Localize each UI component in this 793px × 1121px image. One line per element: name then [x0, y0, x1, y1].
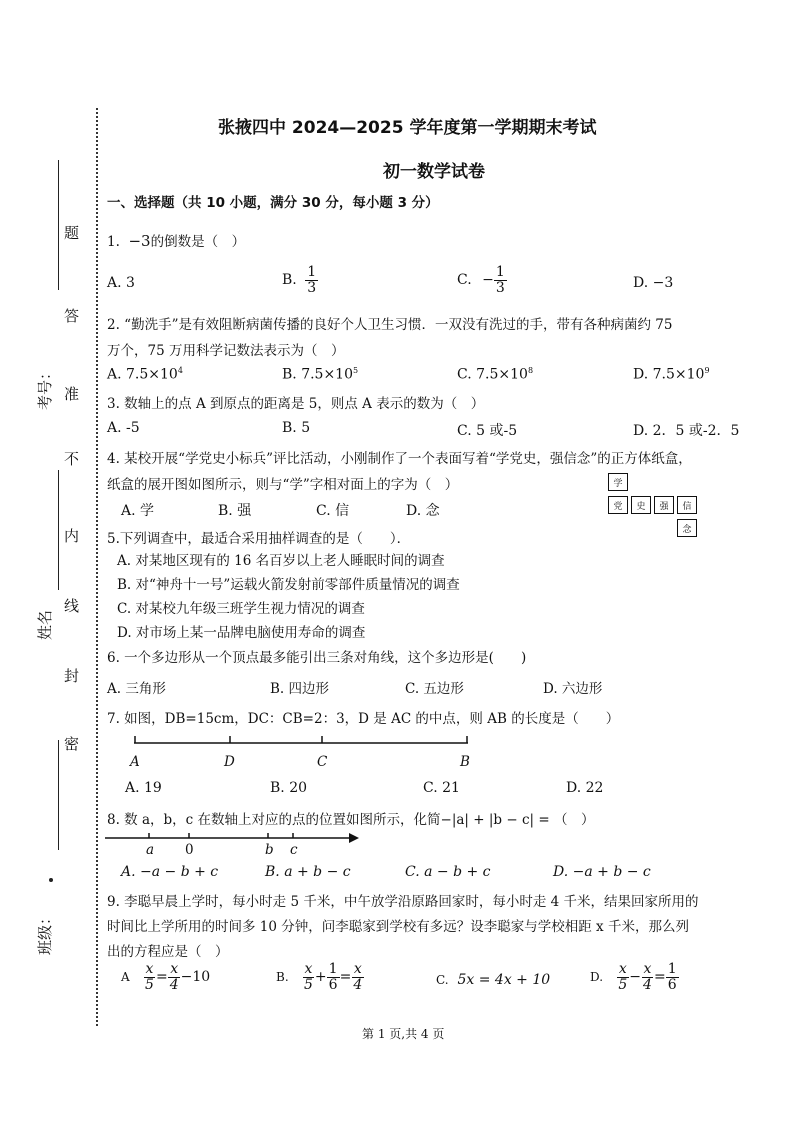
q2-option-c[interactable]: C. $7.5\times 10^8$ — [457, 366, 534, 383]
seal-char-8: 密 — [64, 735, 80, 753]
q8-number-line — [103, 828, 363, 848]
q8-option-b[interactable]: B. a + b − c — [265, 864, 351, 880]
q2-option-a[interactable]: A. $7.5\times 10^4$ — [107, 366, 183, 383]
name-label: 姓名 — [36, 609, 54, 640]
exam-number-label: 考号： — [36, 364, 54, 410]
margin-solid-line-mid — [58, 470, 59, 590]
q7-stem: 7. 如图，DB=15cm，DC：CB=2：3，D 是 AC 的中点，则 AB 的长度是（ ） — [107, 711, 620, 727]
q3-option-b[interactable]: B. 5 — [282, 420, 311, 436]
q4-stem-line2: 纸盒的展开图如图所示，则与“学”字相对面上的字为（ ） — [107, 477, 459, 493]
q2-option-b[interactable]: B. $7.5\times 10^5$ — [282, 366, 359, 383]
seal-char-5: 内 — [64, 527, 80, 545]
q8-stem: 8. 数 a，b，c 在数轴上对应的点的位置如图所示，化简−|a| + |b − c| = （ ） — [107, 812, 595, 828]
q5-option-b[interactable]: B. 对“神舟十一号”运载火箭发射前零部件质量情况的调查 — [117, 577, 460, 593]
q7-option-c[interactable]: C. 21 — [423, 780, 460, 796]
q1-option-b[interactable]: B. $\frac{1}{3}$ — [282, 264, 317, 296]
q7-point-a: A — [130, 754, 140, 770]
q9-option-d[interactable]: D. $\frac{x}{5}$ − $\frac{x}{4}$ = $\frac{1}{6}$ — [590, 961, 677, 993]
q8-label-c: c — [290, 842, 298, 858]
q8-option-a[interactable]: A. −a − b + c — [121, 864, 219, 880]
q6-option-d[interactable]: D. 六边形 — [543, 681, 603, 697]
q7-point-d: D — [224, 754, 235, 770]
q8-label-0: 0 — [185, 842, 194, 858]
q1-option-c[interactable]: C. − $\frac{1}{3}$ — [457, 264, 505, 296]
q6-option-b[interactable]: B. 四边形 — [270, 681, 330, 697]
q7-point-b: B — [460, 754, 470, 770]
q9-stem-line3: 出的方程应是（ ） — [107, 944, 229, 960]
q3-stem: 3. 数轴上的点 A 到原点的距离是 5，则点 A 表示的数为（ ） — [107, 396, 485, 412]
seal-char-4: 不 — [64, 450, 80, 468]
cube-net-cell-1: 党 — [608, 496, 628, 514]
q6-option-a[interactable]: A. 三角形 — [107, 681, 166, 697]
q7-option-b[interactable]: B. 20 — [270, 780, 308, 796]
seal-char-1: 题 — [64, 224, 80, 242]
margin-solid-line-top — [58, 160, 59, 290]
q4-option-d[interactable]: D. 念 — [406, 503, 440, 519]
q8-label-b: b — [265, 842, 274, 858]
exam-subtitle: 初一数学试卷 — [383, 162, 485, 182]
margin-dotted-line — [96, 108, 98, 1026]
q5-option-a[interactable]: A. 对某地区现有的 16 名百岁以上老人睡眠时间的调查 — [117, 553, 445, 569]
q9-option-b[interactable]: B. $\frac{x}{5}$ + $\frac{1}{6}$ = $\frac{x}{4}$ — [276, 961, 363, 993]
cube-net-cell-bottom: 念 — [677, 519, 697, 537]
cube-net-cell-2: 史 — [631, 496, 651, 514]
margin-dot — [49, 878, 53, 882]
q4-option-a[interactable]: A. 学 — [121, 503, 155, 519]
q4-stem-line1: 4. 某校开展“学党史小标兵”评比活动，小刚制作了一个表面写着“学党史，强信念”的正方体纸盒， — [107, 451, 692, 467]
q5-stem: 5.下列调查中，最适合采用抽样调查的是（ ）． — [107, 531, 411, 547]
q7-point-c: C — [317, 754, 328, 770]
seal-char-3: 准 — [64, 385, 80, 403]
cube-net-cell-top: 学 — [608, 473, 628, 491]
q1-stem: 1. −3的倒数是（ ） — [107, 232, 246, 250]
q5-option-c[interactable]: C. 对某校九年级三班学生视力情况的调查 — [117, 601, 365, 617]
q4-option-b[interactable]: B. 强 — [218, 503, 252, 519]
seal-char-6: 线 — [64, 597, 80, 615]
q8-option-d[interactable]: D. −a + b − c — [553, 864, 651, 880]
q7-option-a[interactable]: A. 19 — [125, 780, 162, 796]
margin-solid-line-bottom — [58, 740, 59, 850]
seal-char-2: 答 — [64, 307, 80, 325]
q9-option-c[interactable]: C. 5x = 4x + 10 — [436, 972, 551, 988]
q6-stem: 6. 一个多边形从一个顶点最多能引出三条对角线，这个多边形是( ) — [107, 650, 527, 666]
q5-option-d[interactable]: D. 对市场上某一品牌电脑使用寿命的调查 — [117, 625, 366, 641]
q7-segment-figure — [126, 732, 476, 754]
q8-option-c[interactable]: C. a − b + c — [405, 864, 491, 880]
q3-option-a[interactable]: A. -5 — [107, 420, 140, 436]
cube-net-cell-3: 强 — [654, 496, 674, 514]
q8-label-a: a — [146, 842, 155, 858]
q4-option-c[interactable]: C. 信 — [316, 503, 350, 519]
q6-option-c[interactable]: C. 五边形 — [405, 681, 464, 697]
q2-option-d[interactable]: D. $7.5\times 10^9$ — [633, 366, 710, 383]
q7-option-d[interactable]: D. 22 — [566, 780, 604, 796]
cube-net-cell-4: 信 — [677, 496, 697, 514]
q9-stem-line1: 9. 李聪早晨上学时，每小时走 5 千米，中午放学沿原路回家时，每小时走 4 千米，结果回家所用的 — [107, 894, 699, 910]
q9-option-a[interactable]: A $\frac{x}{5}$ = $\frac{x}{4}$ −10 — [121, 961, 211, 993]
q1-option-d[interactable]: D. −3 — [633, 275, 674, 291]
q2-stem-line2: 万个，75 万用科学记数法表示为（ ） — [107, 343, 345, 359]
section-heading: 一、选择题（共 10 小题，满分 30 分，每小题 3 分） — [107, 195, 439, 211]
q3-option-c[interactable]: C. 5 或-5 — [457, 423, 518, 439]
q1-option-a[interactable]: A. 3 — [107, 275, 135, 291]
page-footer: 第 1 页,共 4 页 — [362, 1027, 445, 1041]
class-label: 班级： — [36, 909, 54, 955]
q9-stem-line2: 时间比上学所用的时间多 10 分钟，问李聪家到学校有多远？设李聪家与学校相距 x 千米，那么列 — [107, 919, 689, 935]
seal-char-7: 封 — [64, 667, 80, 685]
q3-option-d[interactable]: D. 2．5 或-2．5 — [633, 423, 740, 439]
q8-axis-arrow — [349, 833, 359, 843]
exam-title: 张掖四中 2024—2025 学年度第一学期期末考试 — [218, 118, 597, 138]
q2-stem-line1: 2. “勤洗手”是有效阻断病菌传播的良好个人卫生习惯．一双没有洗过的手，带有各种病菌约 75 — [107, 317, 673, 333]
